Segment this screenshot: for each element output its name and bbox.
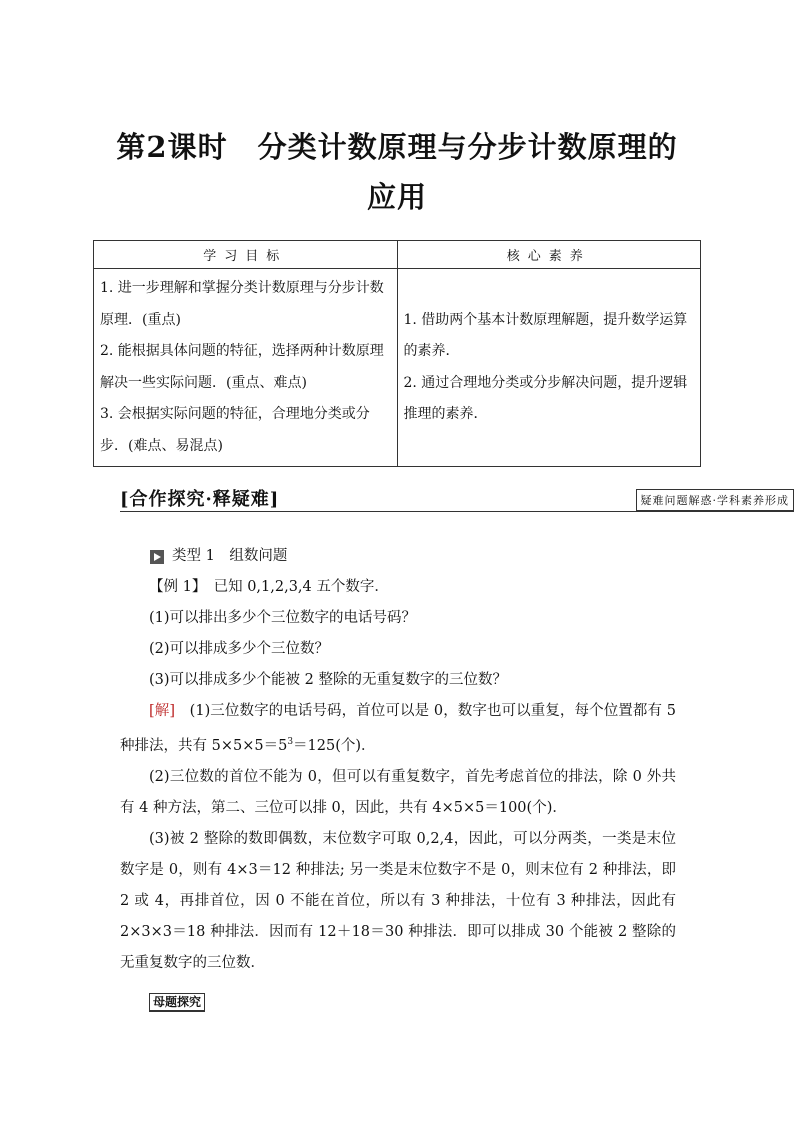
solution-label: [解] [149,703,175,719]
example-stem-text: 已知 0,1,2,3,4 五个数字． [199,579,389,595]
exponent: 3 [287,737,294,747]
question-3: (3)可以排成多少个能被 2 整除的无重复数字的三位数？ [149,672,507,688]
solution-paragraph-2: (2)三位数的首位不能为 0，但可以有重复数字，首先考虑首位的排法，除 0 外共有 4 种方法，第二、三位可以排 0，因此，共有 4×5×5＝100(个)． [120,768,676,816]
page-title [80,122,714,222]
learning-objectives-cell [94,269,398,467]
solution-paragraph-1 [120,696,676,762]
literacy-item: 1. 借助两个基本计数原理解题，提升数学运算的素养． [403,311,688,359]
section-tag: 疑难问题解惑·学科素养形成 [636,489,794,511]
header-core-literacy: 核心素养 [397,241,701,269]
solution-paragraph-3: (3)被 2 整除的数即偶数，末位数字可取 0,2,4，因此，可以分两类，一类是末位数字是 0，则有 4×3＝12 种排法; 另一类是末位数字不是 0，则末位有 2 种排法，即 2 或 4，再排首位，因 0 不能在首位，所以有 3 种排法，十位有 3 种排法，因此有 2×3×3＝18 种排法．因而有 12＋18＝30 种排法．即可以排成 30 个能被 2 整除的无重复数字的三位数． [120,830,676,971]
objective-item: 3. 会根据实际问题的特征，合理地分类或分步．(难点、易混点) [100,406,370,454]
question-2: (2)可以排成多少个三位数？ [149,641,330,657]
example-stem [120,572,676,603]
type-heading [120,541,676,572]
section-header [120,485,794,515]
objectives-table [93,240,701,467]
objective-item: 2. 能根据具体问题的特征，选择两种计数原理解决一些实际问题．(重点、难点) [100,343,384,391]
play-triangle-icon [150,550,164,564]
solution-p1-text: (1)三位数字的电话号码，首位可以是 0，数字也可以重复，每个位置都有 5 种排法，共有 5×5×5＝5 [120,703,676,754]
objective-item: 1. 进一步理解和掌握分类计数原理与分步计数原理．(重点) [100,280,384,328]
title-line-2: 应用 [366,180,427,214]
literacy-item: 2. 通过合理地分类或分步解决问题，提升逻辑推理的素养． [403,374,688,422]
solution-p1-tail: ＝125(个)． [293,737,376,754]
example-label: 【例 1】 [149,579,200,595]
type-label: 类型 1 组数问题 [172,548,288,564]
main-content [120,541,676,1018]
title-line-1: 第2课时 分类计数原理与分步计数原理的 [116,130,678,164]
header-learning-objectives: 学习目标 [94,241,398,269]
core-literacy-cell [397,269,701,467]
section-title: [合作探究·释疑难] [120,489,280,510]
question-1: (1)可以排出多少个三位数字的电话号码？ [149,610,417,626]
section-divider [120,511,794,512]
mother-question-label: 母题探究 [149,993,205,1012]
